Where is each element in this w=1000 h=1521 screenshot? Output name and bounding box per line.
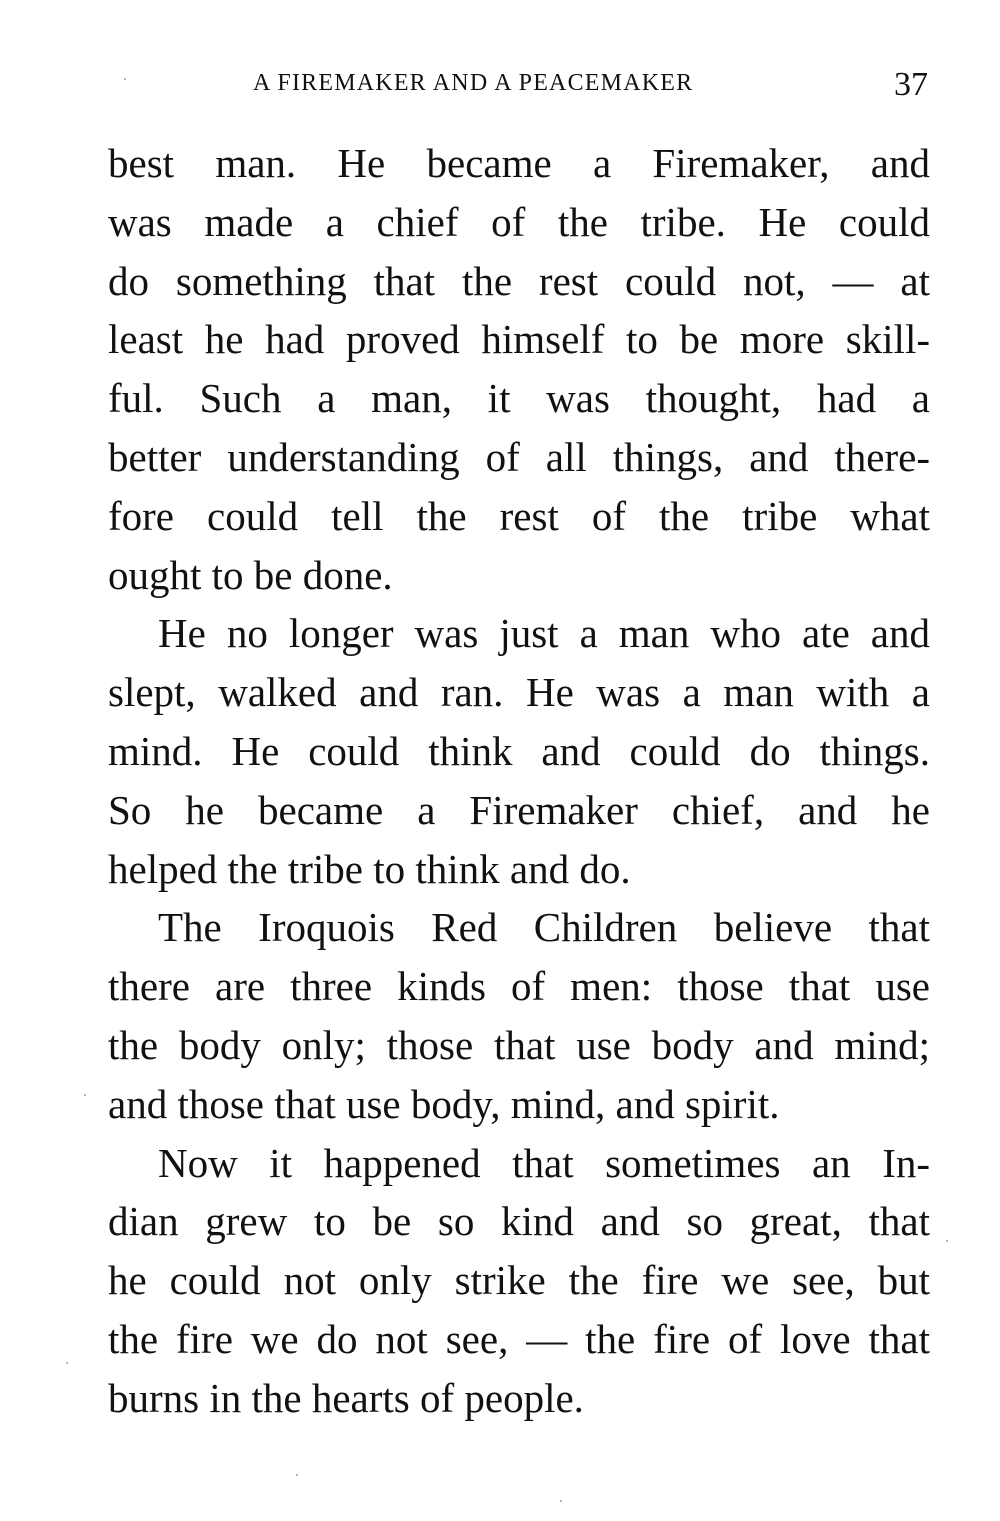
text-line: best man. He became a Firemaker, and xyxy=(108,140,930,186)
paragraph-2 xyxy=(108,604,930,898)
scan-speck xyxy=(124,78,126,80)
text-line: He no longer was just a man who ate and xyxy=(158,610,930,657)
text-line: So he became a Firemaker chief, and he xyxy=(108,786,930,833)
text-line: the fire we do not see, — the fire of love that xyxy=(108,1315,930,1362)
text-line: ought to be done. xyxy=(108,551,393,598)
text-line: fore could tell the rest of the tribe what xyxy=(108,492,930,539)
text-line: do something that the rest could not, — at xyxy=(108,257,930,304)
text-line: there are three kinds of men: those that use xyxy=(108,963,930,1010)
paragraph-1 xyxy=(108,134,930,604)
paragraph-3 xyxy=(108,898,930,1133)
text-line: The Iroquois Red Children believe that xyxy=(158,904,930,951)
running-title: A FIREMAKER AND A PEACEMAKER xyxy=(253,70,694,96)
text-line: burns in the hearts of people. xyxy=(108,1374,584,1421)
text-line: mind. He could think and could do things. xyxy=(108,727,930,774)
scan-speck xyxy=(84,1094,86,1096)
text-line: dian grew to be so kind and so great, that xyxy=(108,1198,930,1245)
scan-speck xyxy=(560,1500,562,1502)
text-line: helped the tribe to think and do. xyxy=(108,845,631,892)
scan-speck xyxy=(946,1240,948,1242)
text-line: Now it happened that sometimes an In- xyxy=(158,1139,930,1186)
text-line: the body only; those that use body and mind; xyxy=(108,1021,930,1068)
scan-speck xyxy=(296,1474,298,1476)
text-line: and those that use body, mind, and spirit. xyxy=(108,1080,780,1127)
body-text xyxy=(108,134,930,1428)
text-line: slept, walked and ran. He was a man with a xyxy=(108,669,930,716)
text-line: least he had proved himself to be more skill- xyxy=(108,316,930,363)
page-number: 37 xyxy=(894,66,928,103)
scan-speck xyxy=(66,1362,68,1364)
text-line: was made a chief of the tribe. He could xyxy=(108,198,930,245)
text-line: better understanding of all things, and there- xyxy=(108,433,930,480)
text-line: he could not only strike the fire we see, but xyxy=(108,1257,930,1304)
text-line: ful. Such a man, it was thought, had a xyxy=(108,375,930,422)
running-head xyxy=(108,66,930,106)
paragraph-4 xyxy=(108,1134,930,1428)
